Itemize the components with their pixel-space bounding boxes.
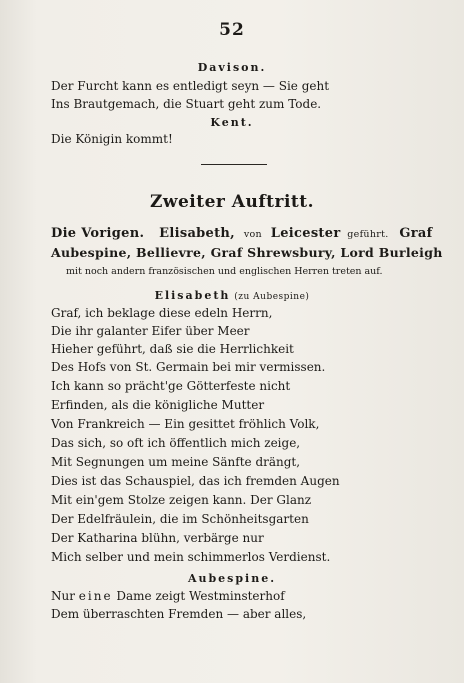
verse-line: Die Königin kommt! [51, 132, 173, 146]
verse-line: Der Katharina blühn, verbärge nur [51, 531, 264, 545]
cast-graf: Graf [399, 226, 433, 241]
verse-emphasis: eine [78, 589, 113, 603]
section-divider [201, 164, 267, 165]
cast-gefuehrt: geführt. [347, 229, 389, 240]
verse-line: Mich selber und mein schimmerlos Verdienst. [51, 550, 331, 564]
page-number: 52 [219, 20, 245, 40]
verse-line: Dies ist das Schauspiel, das ich fremden Augen [51, 474, 340, 488]
cast-von: von [243, 229, 262, 240]
verse-line: Erfinden, als die königliche Mutter [51, 398, 265, 412]
verse-line: Ich kann so prächt'ge Götterfeste nicht [51, 379, 291, 393]
speaker-elisabeth: Elisabeth [154, 289, 231, 302]
cast-leicester: Leicester [270, 226, 341, 241]
verse-line: Das sich, so oft ich öffentlich mich zeige, [51, 436, 301, 450]
speaker-kent: Kent. [210, 116, 254, 129]
verse-line: Hieher geführt, daß sie die Herrlichkeit [51, 342, 294, 356]
stage-direction: (zu Aubespine) [234, 292, 310, 302]
verse-word: Dame zeigt Westminsterhof [116, 589, 285, 603]
cast-previous: Die Vorigen. [51, 226, 145, 241]
verse-line: Mit Segnungen um meine Sänfte drängt, [51, 455, 301, 469]
verse-line: Die ihr galanter Eifer über Meer [51, 324, 250, 338]
verse-line: Mit ein'gem Stolze zeigen kann. Der Glanz [51, 493, 312, 507]
cast-elisabeth: Elisabeth, [159, 226, 236, 241]
verse-line: Der Furcht kann es entledigt seyn — Sie geht [51, 79, 330, 93]
verse-line [51, 589, 285, 604]
speaker-line [0, 288, 464, 305]
cast-line [51, 226, 433, 242]
verse-word: Nur [51, 589, 75, 603]
scene-heading: Zweiter Auftritt. [149, 192, 315, 212]
speaker-aubespine: Aubespine. [187, 572, 277, 585]
verse-line: Der Edelfräulein, die im Schönheitsgarten [51, 512, 309, 526]
speaker-davison: Davison. [197, 61, 267, 74]
verse-line: Des Hofs von St. Germain bei mir vermissen. [51, 360, 326, 374]
verse-line: Dem überraschten Fremden — aber alles, [51, 607, 307, 621]
cast-line: Aubespine, Bellievre, Graf Shrewsbury, Lord Burleigh [51, 245, 443, 260]
verse-line: Graf, ich beklage diese edeln Herrn, [51, 306, 273, 320]
verse-line: Von Frankreich — Ein gesittet fröhlich Volk, [51, 417, 320, 431]
verse-line: Ins Brautgemach, die Stuart geht zum Tode. [51, 97, 322, 111]
stage-direction: mit noch andern französischen und englischen Herren treten auf. [66, 266, 383, 277]
